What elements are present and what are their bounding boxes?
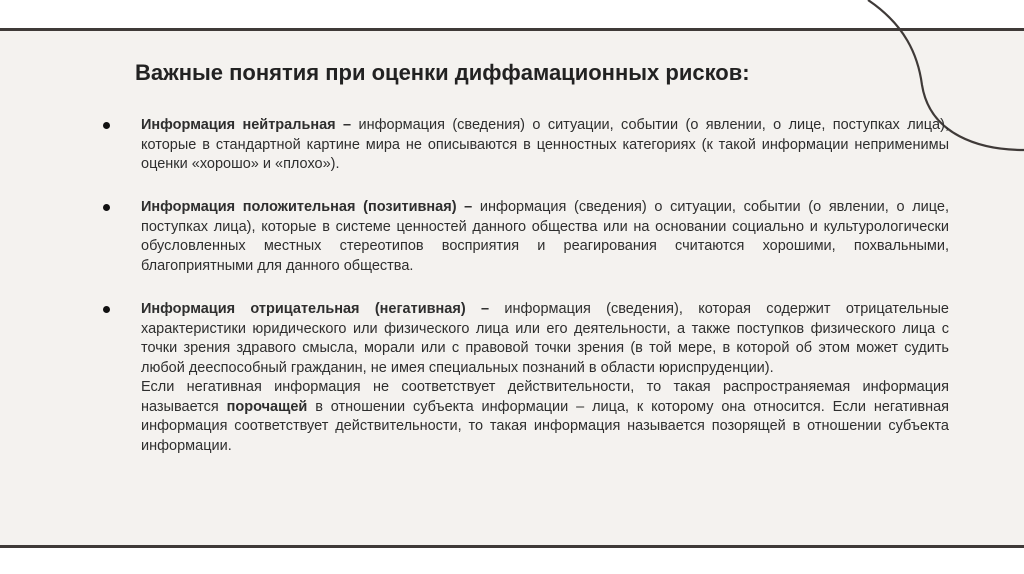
list-item-negative: [103, 300, 953, 456]
item-text: [141, 116, 949, 175]
item-term: Информация отрицательная (негативная) –: [141, 301, 490, 317]
extra-bold-term: порочащей: [226, 398, 308, 415]
item-definition: информация (сведения), которая содержит отрицательные характеристики юридического или физического лица или его деятельности, а также поступков физического лица с точки зрения здравого смысла, морали или с правовой точки зрения (в той мере, в которой об этом может судить любой дееспособный гражданин, не имея специальных познаний в области юриспруденции).: [141, 301, 949, 376]
item-text: [141, 300, 949, 456]
list-item-neutral: [103, 116, 953, 175]
extra-text-before: Если негативная информация не соответствует действительности, то такая распространяемая информация называется: [141, 379, 949, 415]
item-term: Информация нейтральная –: [141, 117, 352, 133]
item-extra-paragraph: [141, 378, 949, 456]
slide-title: Важные понятия при оценки диффамационных рисков:: [135, 60, 750, 85]
bullet: [103, 306, 110, 313]
item-definition: информация (сведения) о ситуации, событии (о явлении, о лице, поступках лица), которые в системе ценностей данного общества или на основании социально и культурологически обусловленных местных стереотипов восприятия и реагирования считаются хорошими, похвальными, благоприятными для данного общества.: [141, 199, 949, 274]
list-item-positive: [103, 198, 953, 276]
extra-text-after: в отношении субъекта информации – лица, к которому она относится. Если негативная информация соответствует действительности, то такая информация называется позорящей в отношении субъекта информации.: [141, 398, 949, 454]
bullet: [103, 204, 110, 211]
item-definition: информация (сведения) о ситуации, событии (о явлении, о лице, поступках лица), которые в стандартной картине мира не описываются в ценностных категориях (к такой информации неприменимы оценки «хорошо» и «плохо»).: [141, 117, 949, 172]
bullet: [103, 122, 110, 129]
item-text: [141, 198, 949, 276]
item-term: Информация положительная (позитивная) –: [141, 199, 473, 215]
